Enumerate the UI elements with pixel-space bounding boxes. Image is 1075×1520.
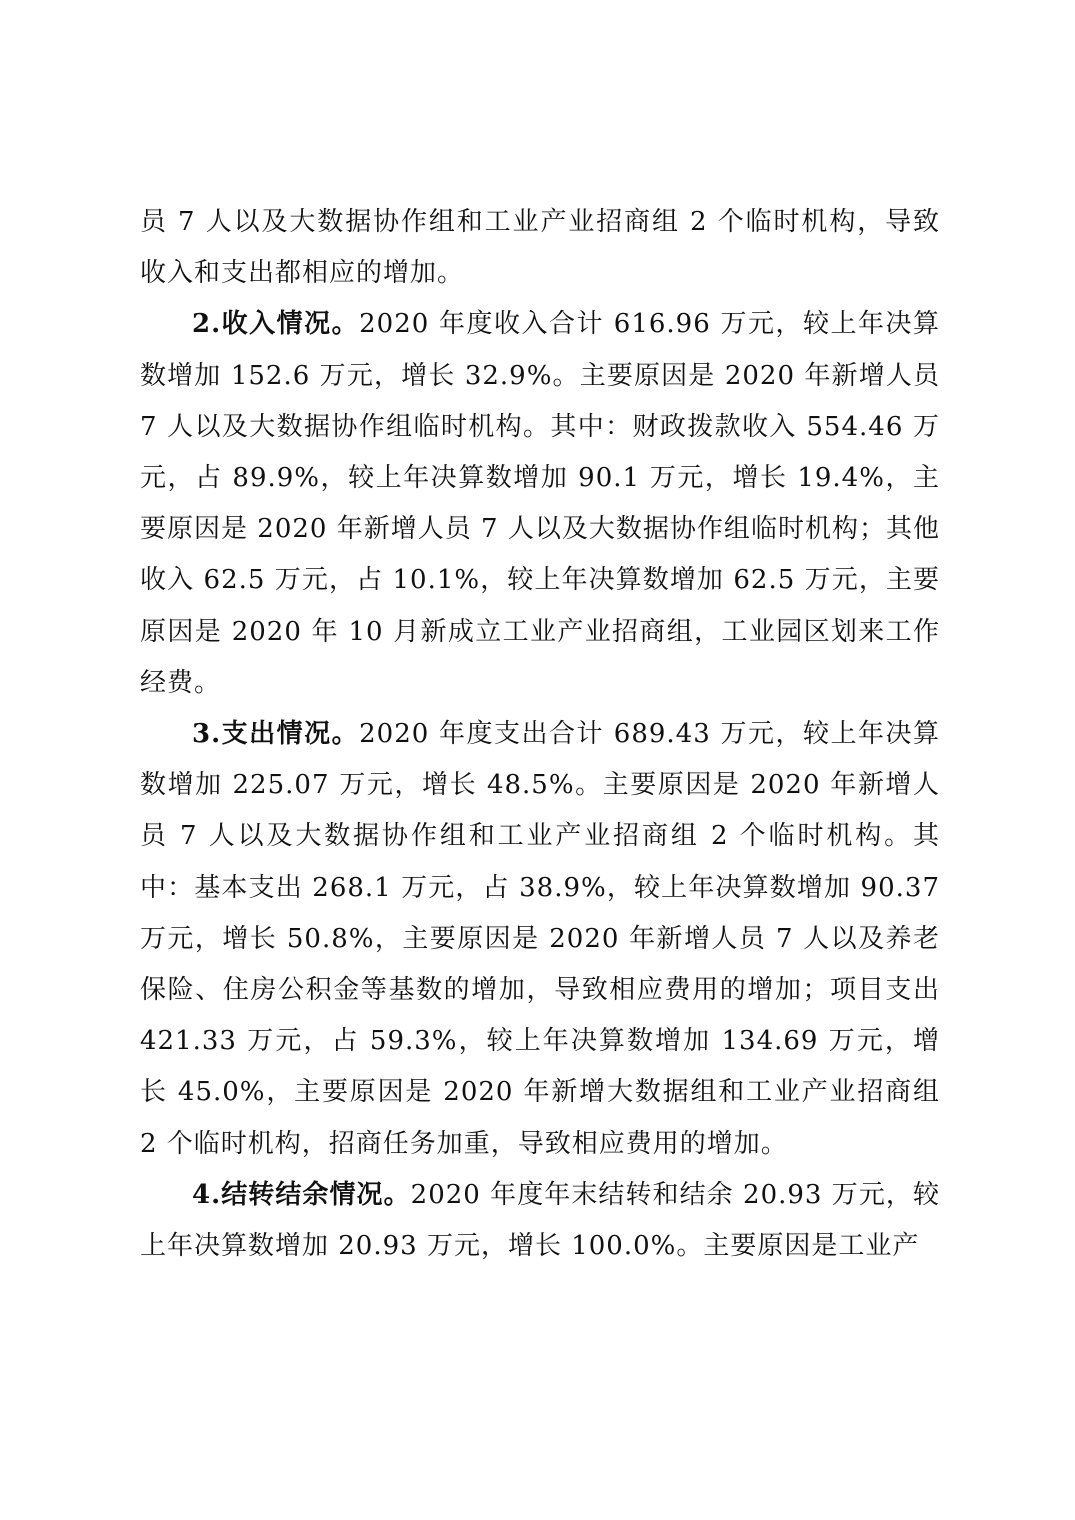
paragraph-carryover [140,1170,940,1272]
paragraph-income [140,299,940,709]
paragraph-expenditure [140,709,940,1170]
paragraph-text: 2020 年度支出合计 689.43 万元，较上年决算数增加 225.07 万元，增长 48.5%。主要原因是 2020 年新增人员 7 人以及大数据协作组和工业产业招商组 2 个临时机构。其中：基本支出 268.1 万元，占 38.9%，较上年决算数增加 90.37 万元，增长 50.8%，主要原因是 2020 年新增人员 7 人以及养老保险、住房公积金等基数的增加，导致相应费用的增加；项目支出 421.33 万元，占 59.3%，较上年决算数增加 134.69 万元，增长 45.0%，主要原因是 2020 年新增大数据组和工业产业招商组 2 个临时机构，招商任务加重，导致相应费用的增加。 [140,719,940,1159]
section-heading-expenditure: 3.支出情况。 [192,719,360,750]
paragraph-text: 2020 年度收入合计 616.96 万元，较上年决算数增加 152.6 万元，增长 32.9%。主要原因是 2020 年新增人员 7 人以及大数据协作组临时机构。其中：财政拨款收入 554.46 万元，占 89.9%，较上年决算数增加 90.1 万元，增长 19.4%，主要原因是 2020 年新增人员 7 人以及大数据协作组临时机构；其他收入 62.5 万元，占 10.1%，较上年决算数增加 62.5 万元，主要原因是 2020 年 10 月新成立工业产业招商组，工业园区划来工作经费。 [140,309,940,698]
document-page [140,197,940,1272]
paragraph-text: 2020 年度年末结转和结余 20.93 万元，较上年决算数增加 20.93 万元，增长 100.0%。主要原因是工业产 [140,1179,940,1262]
paragraph-continuation [140,197,940,299]
paragraph-text: 员 7 人以及大数据协作组和工业产业招商组 2 个临时机构，导致收入和支出都相应的增加。 [140,207,940,289]
section-heading-income: 2.收入情况。 [192,309,360,340]
section-heading-carryover: 4.结转结余情况。 [192,1179,411,1210]
